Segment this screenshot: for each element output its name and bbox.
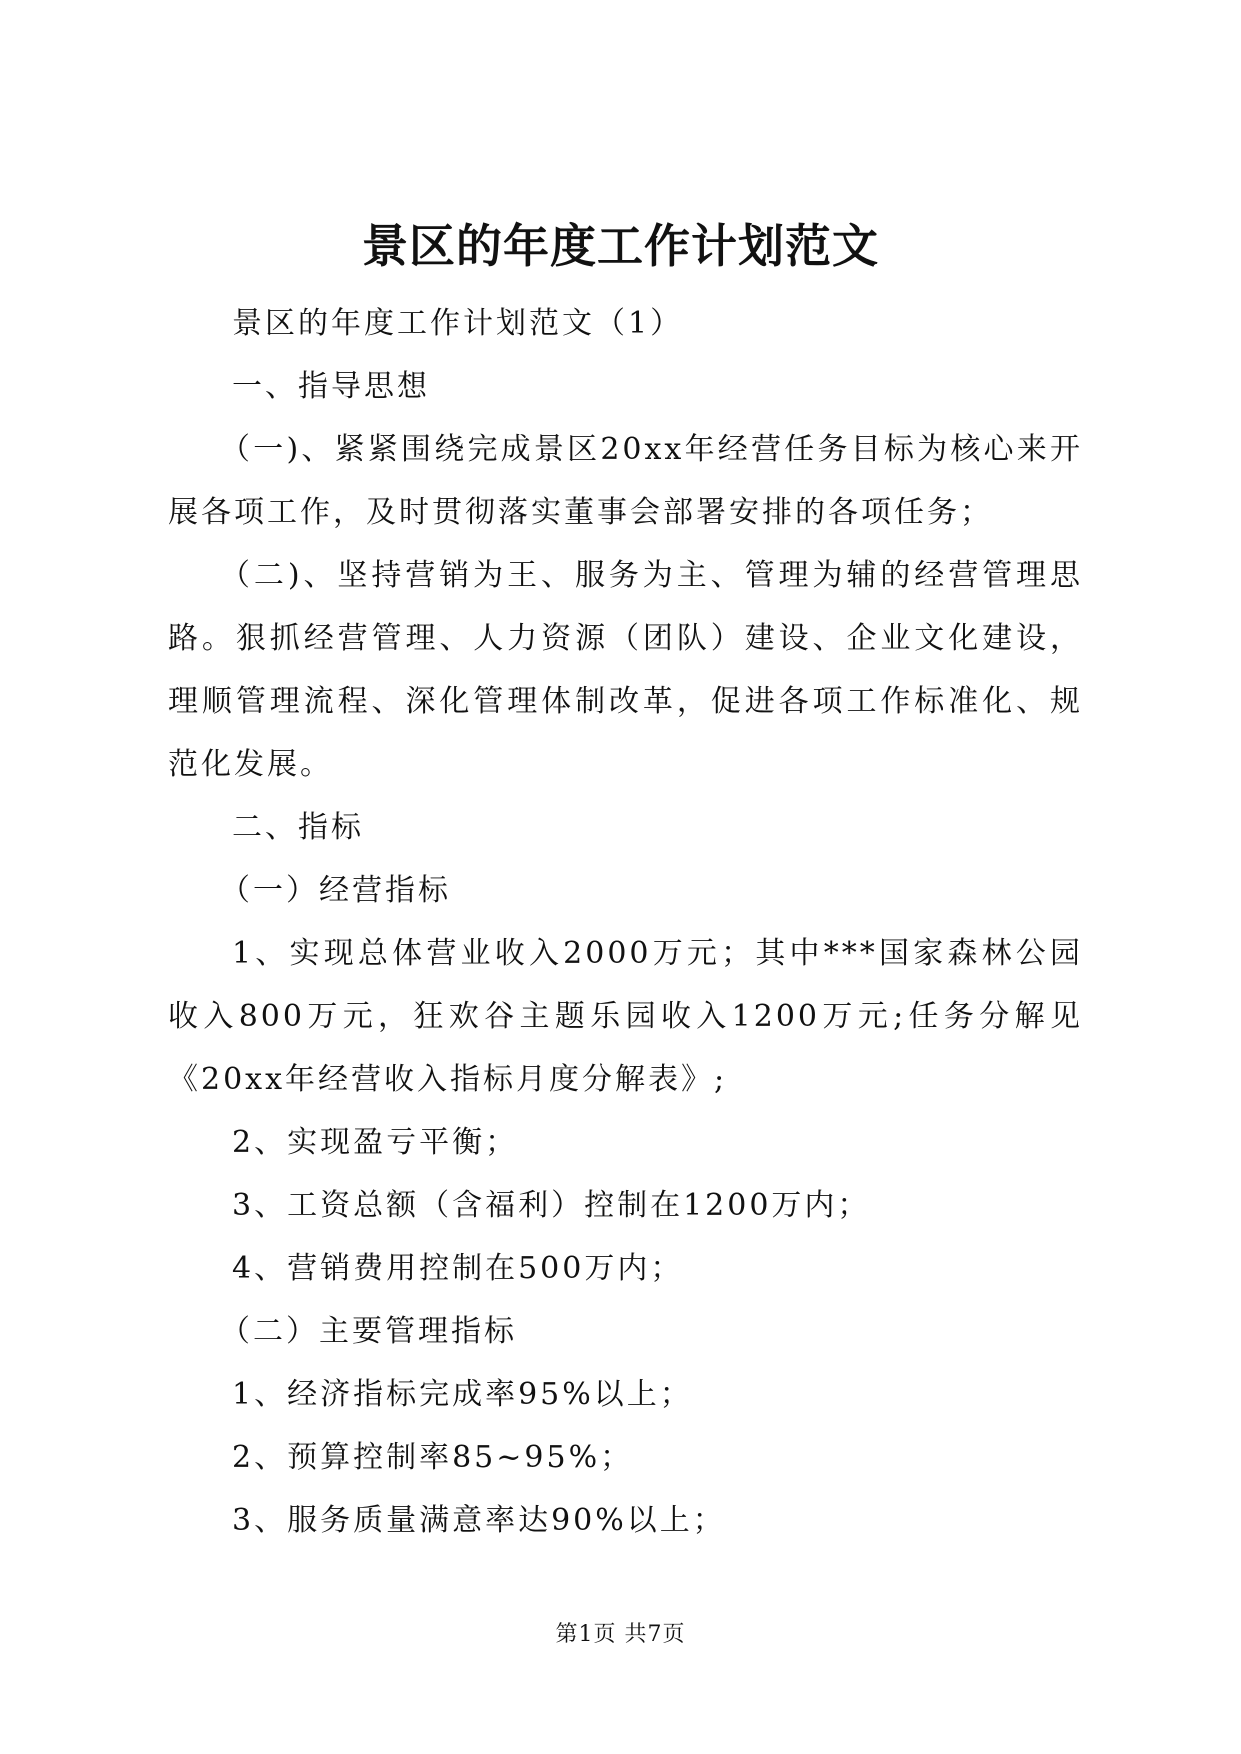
list-item-budget-control: 2、预算控制率85~95%； <box>232 1440 634 1475</box>
section-heading-guiding-thought: 一、指导思想 <box>232 369 430 404</box>
list-item-completion-rate: 1、经济指标完成率95%以上； <box>232 1377 693 1412</box>
list-item-revenue: 1、实现总体营业收入2000万元；其中***国家森林公园收入800万元，狂欢谷主题乐园收入1200万元;任务分解见《20xx年经营收入指标月度分解表》; <box>168 936 1083 1097</box>
page-footer: 第1页 共7页 <box>555 1622 686 1647</box>
document-body <box>168 292 1083 1552</box>
paragraph-guiding-2: （二)、坚持营销为王、服务为主、管理为辅的经营管理思路。狠抓经营管理、人力资源（团队）建设、企业文化建设，理顺管理流程、深化管理体制改革，促进各项工作标准化、规范化发展。 <box>168 558 1083 782</box>
section-heading-indicators: 二、指标 <box>232 810 364 845</box>
subtitle-paragraph: 景区的年度工作计划范文（1） <box>232 306 684 341</box>
list-item-breakeven: 2、实现盈亏平衡； <box>232 1125 519 1160</box>
document-title: 景区的年度工作计划范文 <box>362 219 879 273</box>
paragraph-guiding-1: （一)、紧紧围绕完成景区20xx年经营任务目标为核心来开展各项工作，及时贯彻落实董事会部署安排的各项任务； <box>168 432 1083 530</box>
list-item-marketing-cost: 4、营销费用控制在500万内； <box>232 1251 684 1286</box>
subheading-business-indicators: （一）经营指标 <box>220 873 451 908</box>
subheading-management-indicators: （二）主要管理指标 <box>220 1314 517 1349</box>
list-item-service-satisfaction: 3、服务质量满意率达90%以上； <box>232 1503 726 1538</box>
list-item-wages: 3、工资总额（含福利）控制在1200万内； <box>232 1188 871 1223</box>
